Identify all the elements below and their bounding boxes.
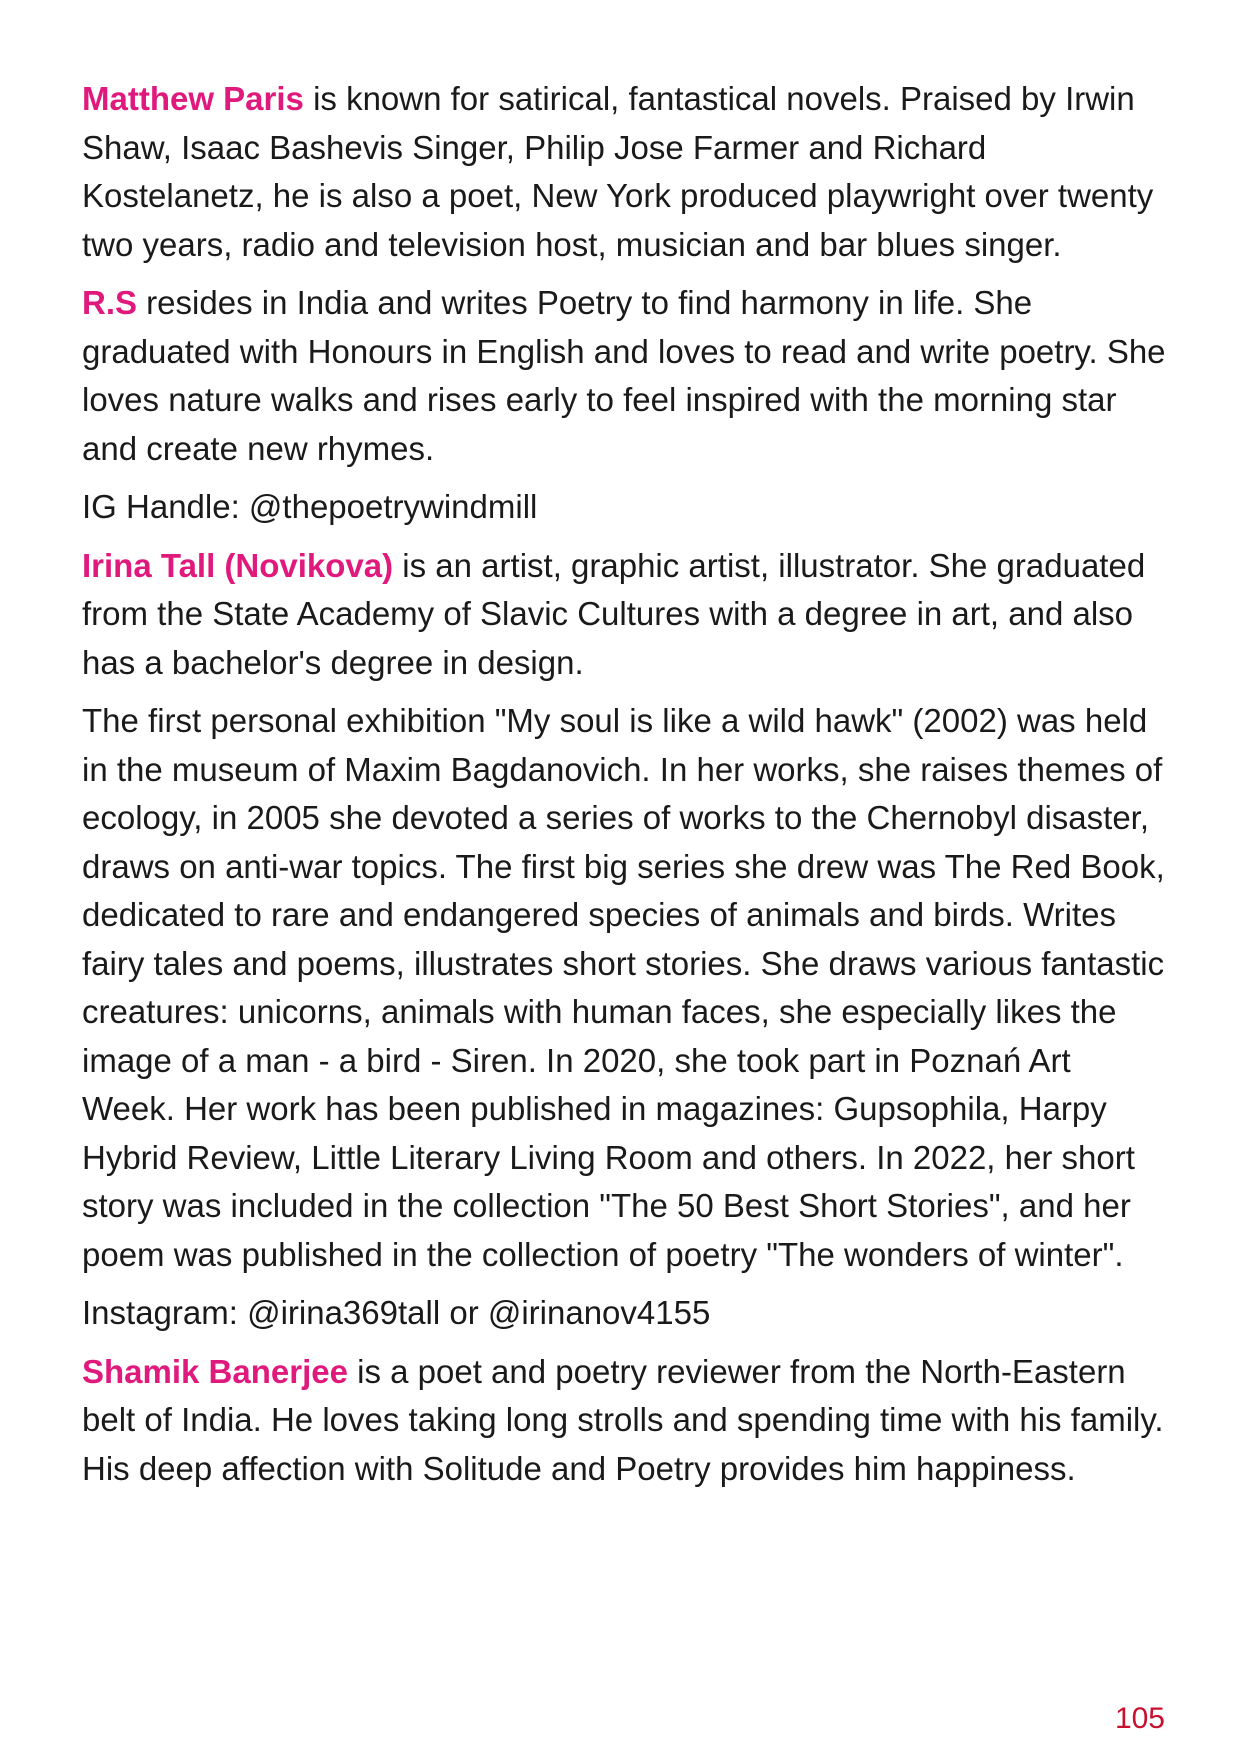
bio-shamik-banerjee <box>82 1348 1167 1494</box>
bio-matthew-paris <box>82 75 1167 269</box>
bio-text: is known for satirical, fantastical novels. Praised by Irwin Shaw, Isaac Bashevis Singer, Philip Jose Farmer and Richard Kostelanetz, he is also a poet, New York produced playwright over twenty two years, radio and television host, musician and bar blues singer. <box>82 80 1154 263</box>
author-name: R.S <box>82 284 138 321</box>
author-name: Irina Tall (Novikova) <box>82 546 394 584</box>
social-handle: Instagram: @irina369tall or @irinanov4155 <box>82 1294 711 1331</box>
bio-text: resides in India and writes Poetry to find harmony in life. She graduated with Honours in English and loves to read and write poetry. She loves nature walks and rises early to feel inspired with the morning star and create new rhymes. <box>82 284 1166 467</box>
bio-irina-tall <box>82 542 1167 688</box>
page-number: 105 <box>1114 1702 1165 1735</box>
author-name: Matthew Paris <box>82 80 304 117</box>
bio-text: is a poet and poetry reviewer from the North-Eastern belt of India. He loves taking long strolls and spending time with his family. His deep affection with Solitude and Poetry provides him happiness. <box>82 1352 1164 1487</box>
bio-rs <box>82 279 1167 473</box>
bio-section <box>82 75 1167 1503</box>
author-name: Shamik Banerjee <box>82 1352 348 1390</box>
social-handle: IG Handle: @thepoetrywindmill <box>82 488 538 525</box>
bio-extra-paragraph: The first personal exhibition "My soul is like a wild hawk" (2002) was held in the museum of Maxim Bagdanovich. In her works, she raises themes of ecology, in 2005 she devoted a series of works to the Chernobyl disaster, draws on anti-war topics. The first big series she drew was The Red Book, dedicated to rare and endangered species of animals and birds. Writes fairy tales and poems, illustrates short stories. She draws various fantastic creatures: unicorns, animals with human faces, she especially likes the image of a man - a bird - Siren. In 2020, she took part in Poznań Art Week. Her work has been published in magazines: Gupsophila, Harpy Hybrid Review, Little Literary Living Room and others. In 2022, her short story was included in the collection "The 50 Best Short Stories", and her poem was published in the collection of poetry "The wonders of winter". <box>82 702 1165 1273</box>
bio-text: is an artist, graphic artist, illustrator. She graduated from the State Academy of Slavic Cultures with a degree in art, and also has a bachelor's degree in design. <box>82 546 1146 681</box>
